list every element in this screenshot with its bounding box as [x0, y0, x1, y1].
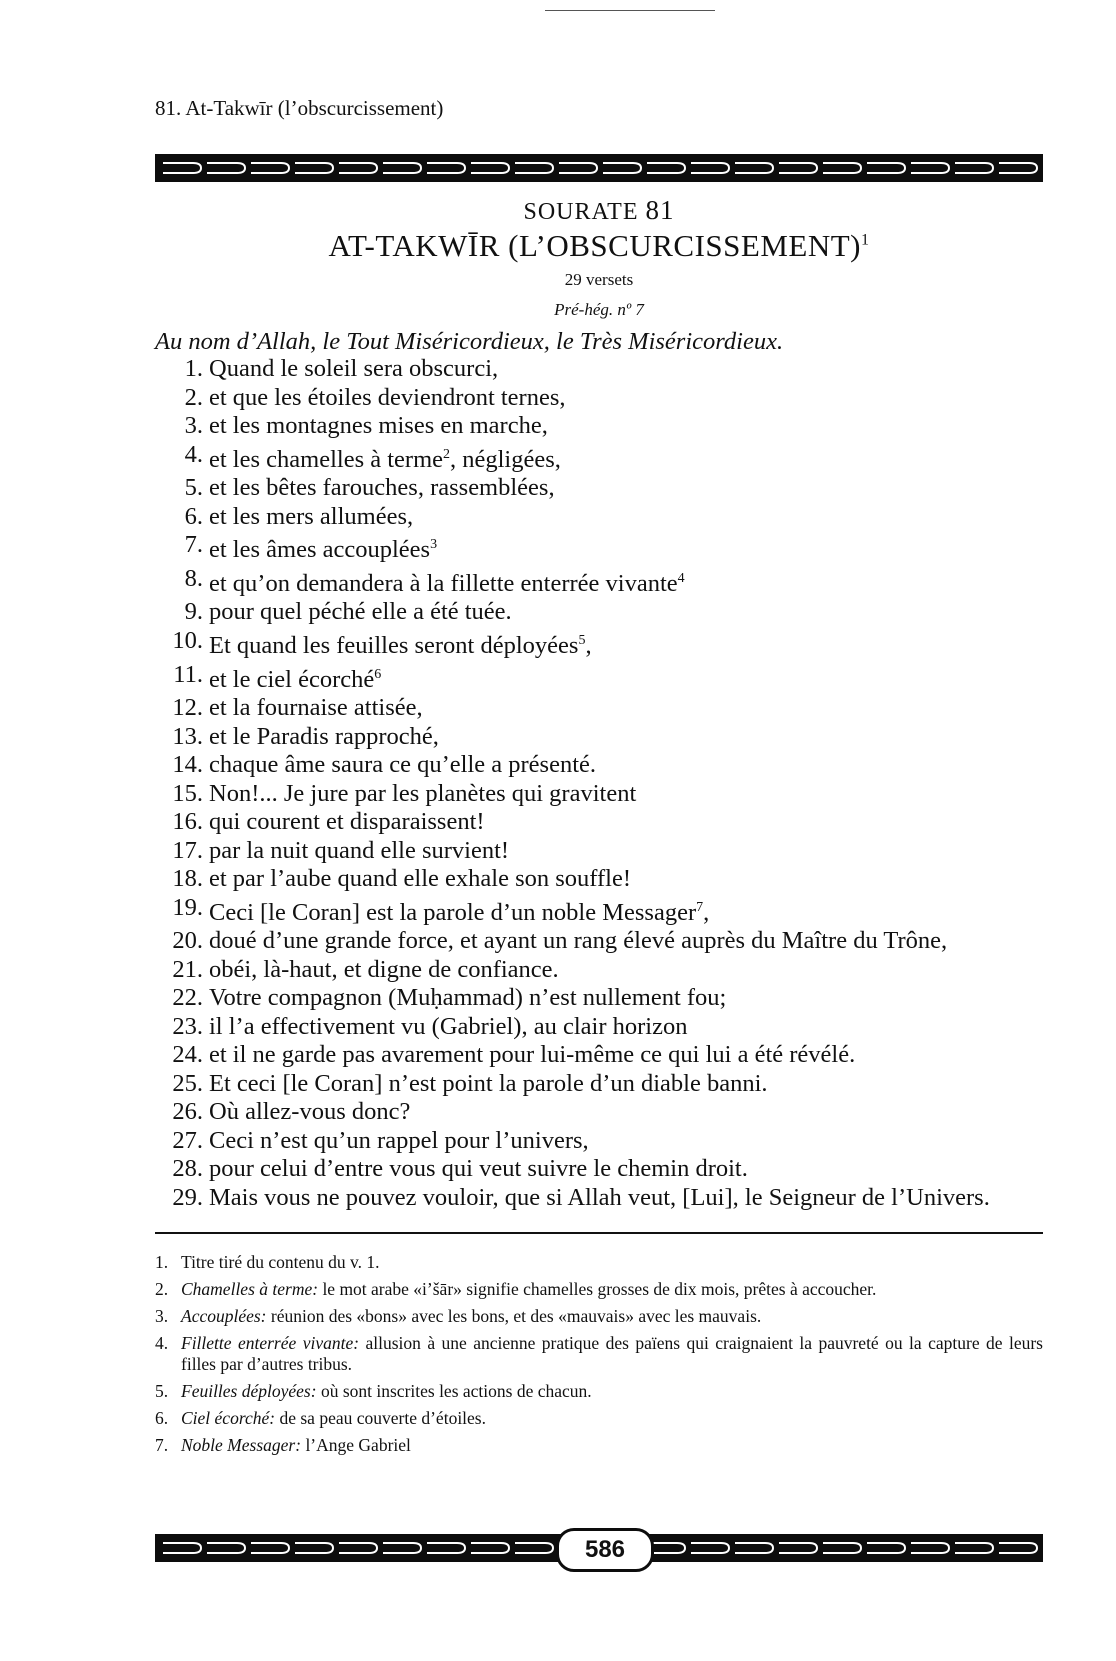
verse-number: 1. — [184, 355, 203, 382]
verse-text — [209, 441, 1043, 475]
footnote-text — [181, 1408, 1043, 1429]
verse-body: et il ne garde pas avarement pour lui-même ce qui lui a été révélé. — [209, 1041, 856, 1069]
verse-item — [155, 1155, 1043, 1184]
verse-item — [155, 355, 1043, 384]
chain-link — [735, 1543, 773, 1553]
verse-text — [209, 984, 1043, 1013]
verse-body: et le Paradis rapproché, — [209, 722, 439, 750]
verse-body: Ceci [le Coran] est la parole d’un noble Messager — [209, 898, 697, 926]
verse-number: 26. — [172, 1098, 203, 1126]
footnote — [155, 1435, 1043, 1456]
page-title — [155, 228, 1043, 264]
footnote-body: où sont inscrites les actions de chacun. — [316, 1381, 592, 1401]
verse-number: 4. — [184, 440, 203, 468]
footnote-body: Titre tiré du contenu du v. 1. — [181, 1252, 380, 1272]
verse-item — [155, 412, 1043, 441]
verse-text — [209, 865, 1043, 894]
verse-text — [209, 1155, 1043, 1184]
verse-item — [155, 837, 1043, 866]
verse-number: 24. — [172, 1041, 203, 1069]
verse-body: et par l’aube quand elle exhale son souffle! — [209, 865, 632, 893]
chain-link — [515, 1543, 553, 1553]
verse-body: obéi, là-haut, et digne de confiance. — [209, 955, 559, 983]
verse-number: 6. — [184, 502, 203, 530]
verse-tail: , négligées, — [450, 445, 561, 473]
chain-link — [911, 163, 949, 173]
chain-link — [647, 163, 685, 173]
verse-item — [155, 894, 1043, 928]
footnote-ref: 7 — [696, 899, 704, 915]
verse-number: 15. — [172, 779, 203, 807]
chain-link — [559, 163, 597, 173]
verse-body: Et ceci [le Coran] n’est point la parole d’un diable banni. — [209, 1069, 768, 1097]
chain-link — [383, 1543, 421, 1553]
footnote-ref: 4 — [677, 570, 685, 586]
footnote-body: allusion à une ancienne pratique des païens qui craignaient la pauvreté ou la capture de leurs filles par d’autres tribus. — [181, 1333, 1043, 1374]
verse-item — [155, 723, 1043, 752]
chain-link — [515, 163, 553, 173]
verse-text — [209, 808, 1043, 837]
chain-link — [779, 1543, 817, 1553]
footnote-ref: 2 — [443, 446, 450, 462]
chain-link — [735, 163, 773, 173]
verse-text — [209, 956, 1043, 985]
sourate-number: 81 — [645, 195, 675, 225]
verse-item — [155, 956, 1043, 985]
verse-count: 29 versets — [564, 270, 634, 289]
verse-body: Votre compagnon (Muḥammad) n’est nullement fou; — [209, 984, 727, 1012]
verse-item — [155, 441, 1043, 475]
verse-text — [209, 598, 1043, 627]
footnote-number: 7. — [155, 1435, 169, 1455]
footnote-term: Accouplées: — [181, 1306, 267, 1326]
verse-body: Et quand les feuilles seront déployées — [209, 632, 579, 660]
footnote-term: Chamelles à terme: — [181, 1279, 319, 1299]
verse-body: et qu’on demandera à la fillette enterrée vivante — [209, 569, 678, 597]
verse-number: 28. — [172, 1155, 203, 1183]
chain-link — [691, 163, 729, 173]
verse-item — [155, 661, 1043, 695]
verse-body: il l’a effectivement vu (Gabriel), au clair horizon — [209, 1012, 688, 1040]
verse-item — [155, 1013, 1043, 1042]
chain-link — [779, 163, 817, 173]
chain-link — [383, 163, 421, 173]
verse-text — [209, 751, 1043, 780]
verse-text — [209, 1041, 1043, 1070]
footnote-body: l’Ange Gabriel — [301, 1435, 411, 1455]
verse-number: 3. — [184, 412, 203, 439]
footnote — [155, 1252, 1043, 1273]
verse-item — [155, 627, 1043, 661]
chain-link — [691, 1543, 729, 1553]
chain-link — [471, 1543, 509, 1553]
verse-text — [209, 384, 1043, 413]
footnote-body: de sa peau couverte d’étoiles. — [275, 1408, 486, 1428]
verse-text — [209, 837, 1043, 866]
sourate-label: SOURATE — [523, 199, 639, 225]
footnote-number: 6. — [155, 1408, 169, 1428]
running-head: 81. At-Takwīr (l’obscurcissement) — [155, 96, 444, 120]
footnote-body: réunion des «bons» avec les bons, et des «mauvais» avec les mauvais. — [266, 1306, 762, 1326]
verse-item — [155, 808, 1043, 837]
verse-tail: , — [703, 898, 710, 926]
verse-body: qui courent et disparaissent! — [209, 808, 485, 836]
sourate-heading — [155, 195, 1043, 226]
footnote-text — [181, 1279, 1043, 1300]
footnote-number: 2. — [155, 1279, 169, 1299]
chain-link — [823, 1543, 861, 1553]
verse-body: Quand le soleil sera obscurci, — [209, 355, 499, 382]
verse-body: et les bêtes farouches, rassemblées, — [209, 474, 555, 502]
verse-number: 18. — [172, 865, 203, 893]
verse-number: 17. — [172, 836, 203, 864]
verse-body: et le ciel écorché — [209, 665, 375, 693]
verse-body: pour celui d’entre vous qui veut suivre le chemin droit. — [209, 1155, 748, 1183]
chain-link — [251, 163, 289, 173]
page-number: 586 — [556, 1528, 654, 1572]
footnote-term: Noble Messager: — [181, 1435, 302, 1455]
verse-number: 9. — [184, 598, 203, 626]
verse-body: Non!... Je jure par les planètes qui gravitent — [209, 779, 637, 807]
verse-number: 22. — [172, 984, 203, 1012]
ornament-band-top — [155, 154, 1043, 182]
footnote-ref: 5 — [578, 632, 586, 648]
chain-link — [207, 163, 245, 173]
verse-tail: , — [585, 632, 592, 660]
verse-text — [209, 474, 1043, 503]
verse-item — [155, 503, 1043, 532]
title-note-ref: 1 — [860, 231, 870, 249]
verse-body: Ceci n’est qu’un rappel pour l’univers, — [209, 1126, 589, 1154]
verse-item — [155, 1098, 1043, 1127]
verse-number: 20. — [172, 927, 203, 955]
footnote-term: Ciel écorché: — [181, 1408, 276, 1428]
verse-text — [209, 503, 1043, 532]
verse-item — [155, 927, 1043, 956]
verse-body: et que les étoiles deviendront ternes, — [209, 383, 566, 411]
chain-link — [955, 163, 993, 173]
verse-body: et les âmes accouplées — [209, 536, 431, 564]
footnote-term: Feuilles déployées: — [181, 1381, 317, 1401]
verse-number: 12. — [172, 694, 203, 722]
verse-number: 13. — [172, 722, 203, 750]
verse-text — [209, 1098, 1043, 1127]
footnote-term: Fillette enterrée vivante: — [181, 1333, 360, 1353]
verse-item — [155, 531, 1043, 565]
verse-number: 16. — [172, 808, 203, 836]
verse-text — [209, 694, 1043, 723]
footnote-ref: 6 — [374, 666, 382, 682]
top-rule — [545, 10, 715, 11]
verse-body: et la fournaise attisée, — [209, 694, 423, 722]
verse-item — [155, 780, 1043, 809]
verse-body: doué d’une grande force, et ayant un rang élevé auprès du Maître du Trône, — [209, 927, 948, 955]
verse-text — [209, 1013, 1043, 1042]
chain-link — [867, 1543, 905, 1553]
verse-item — [155, 384, 1043, 413]
verse-number: 8. — [184, 564, 203, 592]
verse-number: 10. — [172, 626, 203, 654]
chain-ornament — [155, 154, 1043, 182]
verse-text — [209, 1070, 1043, 1099]
chain-link — [867, 163, 905, 173]
revelation-period: Pré-hég. nº 7 — [554, 300, 644, 319]
chain-link — [295, 163, 333, 173]
chain-link — [603, 163, 641, 173]
footnote — [155, 1306, 1043, 1327]
verse-text — [209, 531, 1043, 565]
verse-text — [209, 1127, 1043, 1156]
footnote-body: le mot arabe «i’šār» signifie chamelles grosses de dix mois, prêtes à accoucher. — [318, 1279, 877, 1299]
chain-link — [163, 163, 201, 173]
verse-item — [155, 1184, 1043, 1213]
verse-item — [155, 984, 1043, 1013]
footnote-number: 3. — [155, 1306, 169, 1326]
verse-item — [155, 1070, 1043, 1099]
verse-text — [209, 627, 1043, 661]
verse-text — [209, 355, 1043, 384]
footnote-rule — [155, 1232, 1043, 1234]
footnote — [155, 1279, 1043, 1300]
chain-link — [427, 163, 465, 173]
verse-text — [209, 894, 1043, 928]
verse-number: 21. — [172, 955, 203, 983]
chain-link — [339, 1543, 377, 1553]
verse-item — [155, 565, 1043, 599]
verse-item — [155, 598, 1043, 627]
chain-link — [339, 163, 377, 173]
verse-body: Où allez-vous donc? — [209, 1098, 411, 1126]
verse-body: par la nuit quand elle survient! — [209, 836, 510, 864]
verse-number: 27. — [172, 1126, 203, 1154]
verse-list — [155, 355, 1043, 1212]
verse-item — [155, 1127, 1043, 1156]
verse-text — [209, 780, 1043, 809]
footnote-text — [181, 1435, 1043, 1456]
chain-link — [251, 1543, 289, 1553]
verse-number: 14. — [172, 751, 203, 779]
footnote — [155, 1408, 1043, 1429]
verse-text — [209, 927, 1043, 956]
verse-item — [155, 1041, 1043, 1070]
chain-link — [427, 1543, 465, 1553]
verse-number: 29. — [172, 1183, 203, 1211]
sourate-name: AT-TAKWĪR (L’OBSCURCISSEMENT) — [328, 228, 861, 263]
verse-number: 25. — [172, 1069, 203, 1097]
chain-link — [163, 1543, 201, 1553]
verse-text — [209, 1184, 1043, 1213]
chain-link — [823, 163, 861, 173]
verse-item — [155, 694, 1043, 723]
footnote-list — [155, 1252, 1043, 1462]
verse-number: 23. — [172, 1012, 203, 1040]
footnote-text — [181, 1306, 1043, 1327]
verse-text — [209, 723, 1043, 752]
verse-number: 7. — [184, 531, 203, 559]
footnote-text — [181, 1333, 1043, 1375]
verse-text — [209, 661, 1043, 695]
verse-body: et les mers allumées, — [209, 502, 414, 530]
chain-link — [295, 1543, 333, 1553]
verse-body: et les montagnes mises en marche, — [209, 412, 548, 439]
verse-item — [155, 865, 1043, 894]
verse-body: chaque âme saura ce qu’elle a présenté. — [209, 751, 597, 779]
footnote — [155, 1333, 1043, 1375]
footnote-number: 4. — [155, 1333, 169, 1353]
verse-number: 19. — [172, 893, 203, 921]
verse-number: 11. — [173, 660, 203, 688]
chain-link — [207, 1543, 245, 1553]
verse-body: pour quel péché elle a été tuée. — [209, 598, 512, 626]
footnote-text — [181, 1252, 1043, 1273]
chain-link — [911, 1543, 949, 1553]
basmala: Au nom d’Allah, le Tout Miséricordieux, le Très Miséricordieux. — [155, 328, 784, 355]
verse-number: 5. — [184, 474, 203, 502]
footnote-number: 5. — [155, 1381, 169, 1401]
footnote-ref: 3 — [430, 537, 438, 553]
chain-link — [999, 163, 1037, 173]
footnote — [155, 1381, 1043, 1402]
chain-link — [999, 1543, 1037, 1553]
verse-text — [209, 565, 1043, 599]
verse-body: et les chamelles à terme — [209, 445, 443, 473]
chain-link — [955, 1543, 993, 1553]
footnote-number: 1. — [155, 1252, 169, 1272]
verse-body: Mais vous ne pouvez vouloir, que si Allah veut, [Lui], le Seigneur de l’Univers. — [209, 1183, 990, 1211]
verse-text — [209, 412, 1043, 441]
footnote-text — [181, 1381, 1043, 1402]
verse-number: 2. — [184, 383, 203, 411]
chain-link — [471, 163, 509, 173]
verse-item — [155, 751, 1043, 780]
verse-item — [155, 474, 1043, 503]
